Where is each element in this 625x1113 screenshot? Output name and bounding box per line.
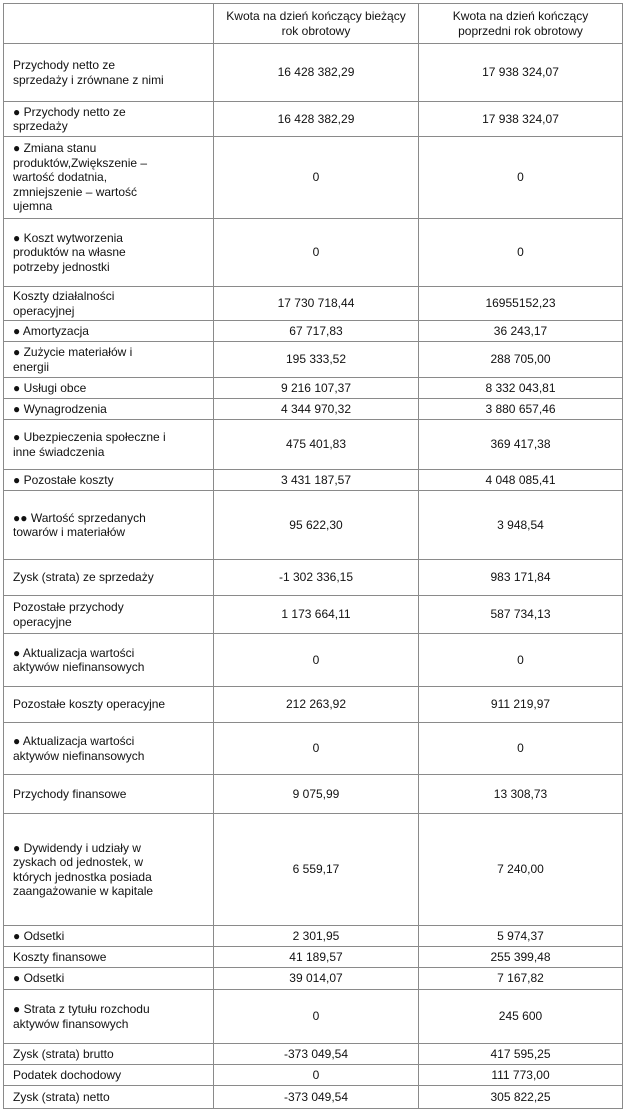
- row-label: ●● Wartość sprzedanych towarów i materiałów: [13, 510, 146, 539]
- previous-value: 0: [419, 137, 623, 219]
- previous-value: 0: [419, 634, 623, 687]
- previous-value: 3 880 657,46: [419, 399, 623, 420]
- row-label: ● Usługi obce: [13, 380, 87, 395]
- row-label: Zysk (strata) netto: [13, 1089, 110, 1104]
- table-row: [4, 634, 623, 687]
- header-current-year: Kwota na dzień kończący bieżący rok obrotowy: [214, 4, 419, 44]
- current-value: 16 428 382,29: [214, 44, 419, 102]
- previous-value: 16955152,23: [419, 287, 623, 321]
- previous-value: 13 308,73: [419, 775, 623, 814]
- row-label: ● Pozostałe koszty: [13, 472, 114, 487]
- current-value: -1 302 336,15: [214, 560, 419, 596]
- current-value: 41 189,57: [214, 947, 419, 968]
- table-row: [4, 687, 623, 723]
- previous-value: 255 399,48: [419, 947, 623, 968]
- table-row: [4, 990, 623, 1044]
- current-value: 67 717,83: [214, 321, 419, 342]
- table-row: [4, 44, 623, 102]
- current-value: 95 622,30: [214, 491, 419, 560]
- table-row: [4, 287, 623, 321]
- current-value: 0: [214, 219, 419, 287]
- previous-value: 245 600: [419, 990, 623, 1044]
- table-row: [4, 723, 623, 775]
- row-label: Koszty finansowe: [13, 949, 107, 964]
- table-row: [4, 420, 623, 470]
- table-row: [4, 968, 623, 990]
- current-value: 2 301,95: [214, 926, 419, 947]
- current-value: 1 173 664,11: [214, 596, 419, 634]
- row-label: Przychody netto ze sprzedaży i zrównane z nimi: [13, 58, 164, 87]
- row-label: ● Aktualizacja wartości aktywów niefinansowych: [13, 645, 145, 674]
- current-value: 4 344 970,32: [214, 399, 419, 420]
- row-label: ● Aktualizacja wartości aktywów niefinansowych: [13, 734, 145, 763]
- previous-value: 17 938 324,07: [419, 102, 623, 137]
- current-value: 3 431 187,57: [214, 470, 419, 491]
- current-value: 16 428 382,29: [214, 102, 419, 137]
- table-row: [4, 219, 623, 287]
- current-value: 39 014,07: [214, 968, 419, 990]
- current-value: -373 049,54: [214, 1044, 419, 1065]
- current-value: -373 049,54: [214, 1086, 419, 1109]
- table-row: [4, 102, 623, 137]
- table-row: [4, 342, 623, 378]
- previous-value: 36 243,17: [419, 321, 623, 342]
- row-label: ● Odsetki: [13, 928, 65, 943]
- previous-value: 4 048 085,41: [419, 470, 623, 491]
- previous-value: 911 219,97: [419, 687, 623, 723]
- table-row: [4, 491, 623, 560]
- previous-value: 983 171,84: [419, 560, 623, 596]
- current-value: 0: [214, 990, 419, 1044]
- table-row: [4, 560, 623, 596]
- table-row: [4, 596, 623, 634]
- current-value: 17 730 718,44: [214, 287, 419, 321]
- table-row: [4, 137, 623, 219]
- table-row: [4, 1065, 623, 1086]
- row-label: ● Przychody netto ze sprzedaży: [13, 104, 126, 133]
- current-value: 212 263,92: [214, 687, 419, 723]
- previous-value: 305 822,25: [419, 1086, 623, 1109]
- row-label: ● Koszt wytworzenia produktów na własne potrzeby jednostki: [13, 230, 126, 274]
- table-row: [4, 926, 623, 947]
- previous-value: 3 948,54: [419, 491, 623, 560]
- table-row: [4, 775, 623, 814]
- row-label: ● Zmiana stanu produktów,Zwiększenie – wartość dodatnia, zmniejszenie – wartość ujemna: [13, 141, 148, 214]
- current-value: 0: [214, 634, 419, 687]
- header-previous-year: Kwota na dzień kończący poprzedni rok obrotowy: [419, 4, 623, 44]
- table-row: [4, 470, 623, 491]
- row-label: Zysk (strata) brutto: [13, 1046, 114, 1061]
- row-label: ● Amortyzacja: [13, 323, 89, 338]
- current-value: 195 333,52: [214, 342, 419, 378]
- current-value: 0: [214, 1065, 419, 1086]
- financial-statement-table: [3, 3, 623, 1109]
- current-value: 9 216 107,37: [214, 378, 419, 399]
- table-row: [4, 1086, 623, 1109]
- row-label: Pozostałe przychody operacyjne: [13, 600, 124, 629]
- row-label: Przychody finansowe: [13, 786, 127, 801]
- row-label: ● Ubezpieczenia społeczne i inne świadczenia: [13, 430, 166, 459]
- row-label: ● Dywidendy i udziały w zyskach od jednostek, w których jednostka posiada zaangażowanie w kapitale: [13, 840, 154, 898]
- row-label: Podatek dochodowy: [13, 1067, 122, 1082]
- previous-value: 587 734,13: [419, 596, 623, 634]
- previous-value: 288 705,00: [419, 342, 623, 378]
- table-row: [4, 814, 623, 926]
- row-label: Zysk (strata) ze sprzedaży: [13, 570, 154, 585]
- row-label: Koszty działalności operacyjnej: [13, 289, 115, 318]
- row-label: ● Odsetki: [13, 971, 65, 986]
- previous-value: 0: [419, 219, 623, 287]
- previous-value: 417 595,25: [419, 1044, 623, 1065]
- previous-value: 8 332 043,81: [419, 378, 623, 399]
- current-value: 0: [214, 723, 419, 775]
- table-row: [4, 378, 623, 399]
- previous-value: 7 167,82: [419, 968, 623, 990]
- previous-value: 17 938 324,07: [419, 44, 623, 102]
- table-row: [4, 399, 623, 420]
- row-label: ● Strata z tytułu rozchodu aktywów finansowych: [13, 1002, 150, 1031]
- previous-value: 111 773,00: [419, 1065, 623, 1086]
- header-row: [4, 4, 623, 44]
- previous-value: 0: [419, 723, 623, 775]
- table-row: [4, 321, 623, 342]
- previous-value: 7 240,00: [419, 814, 623, 926]
- table-row: [4, 1044, 623, 1065]
- previous-value: 5 974,37: [419, 926, 623, 947]
- row-label: ● Zużycie materiałów i energii: [13, 345, 133, 374]
- table-row: [4, 947, 623, 968]
- row-label: Pozostałe koszty operacyjne: [13, 697, 166, 712]
- current-value: 9 075,99: [214, 775, 419, 814]
- previous-value: 369 417,38: [419, 420, 623, 470]
- current-value: 6 559,17: [214, 814, 419, 926]
- current-value: 475 401,83: [214, 420, 419, 470]
- row-label: ● Wynagrodzenia: [13, 401, 107, 416]
- header-empty-cell: [4, 4, 214, 44]
- current-value: 0: [214, 137, 419, 219]
